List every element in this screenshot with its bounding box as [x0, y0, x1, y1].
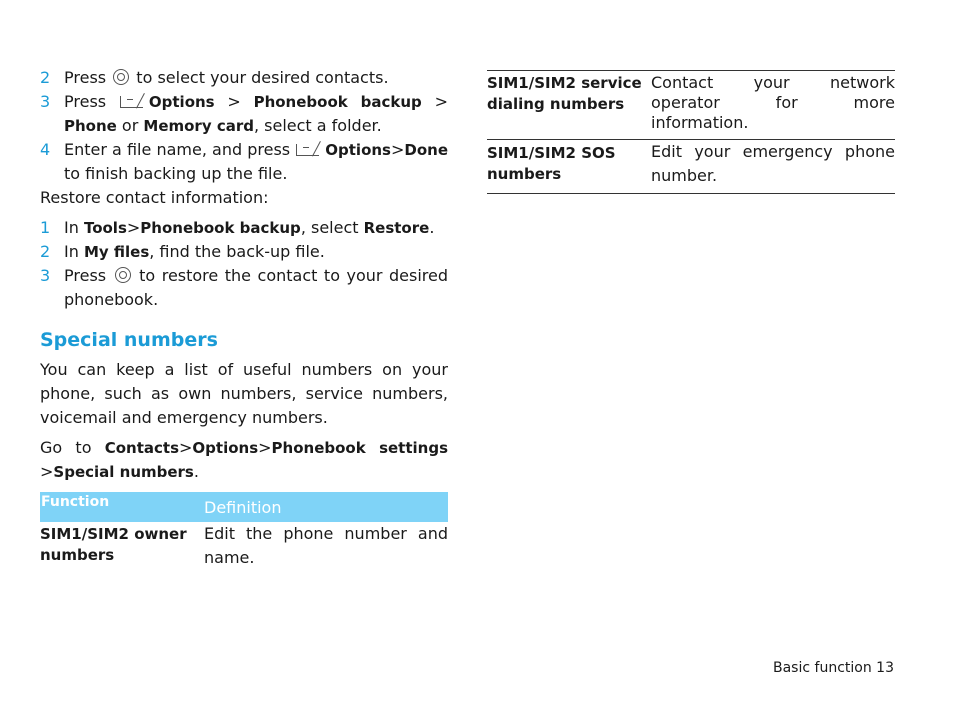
step-text: to select your desired contacts. [136, 68, 389, 87]
special-numbers-table [40, 492, 448, 570]
left-soft-key-icon [120, 94, 146, 108]
page-number: 13 [876, 660, 894, 676]
menu-term: Tools [83, 219, 127, 237]
step-number: 1 [40, 218, 51, 237]
step-select-folder [40, 90, 448, 138]
separator: > [214, 92, 254, 111]
separator: > [40, 462, 54, 481]
step-restore [40, 216, 448, 240]
step-text: , select [300, 218, 364, 237]
menu-term: Phonebook backup [253, 93, 422, 111]
step-text: In [64, 242, 84, 261]
step-text: Enter a file name, and press [64, 140, 291, 159]
step-text: to finish backing up the file. [64, 164, 288, 183]
path-text: Go to [40, 438, 105, 457]
step-number: 4 [40, 140, 51, 159]
menu-term: My files [83, 243, 150, 261]
intro-paragraph: You can keep a list of useful numbers on your phone, such as own numbers, service numbers, voicemail and emergency numbers. [40, 360, 448, 427]
step-enter-file-name [40, 138, 448, 186]
step-number: 2 [40, 242, 51, 261]
step-text: to restore the contact to your desired phonebook. [64, 266, 448, 309]
menu-term: Options [325, 141, 391, 159]
menu-term: Contacts [104, 439, 180, 457]
left-soft-key-icon [296, 142, 322, 156]
step-text: Press [64, 92, 107, 111]
step-text: Press [64, 266, 107, 285]
menu-term: Phonebook settings [271, 439, 449, 457]
page-footer [773, 660, 894, 676]
separator: > [421, 92, 448, 111]
step-number: 3 [40, 266, 51, 285]
menu-term: Phone [64, 117, 117, 135]
step-restore-contact [40, 264, 448, 312]
definition-cell: Edit your emergency phone number. [651, 140, 895, 194]
menu-term: Special numbers [53, 463, 194, 481]
separator: > [179, 438, 193, 457]
function-cell: SIM1/SIM2 service dialing numbers [487, 71, 651, 140]
separator: > [126, 218, 141, 237]
step-text: , find the back-up file. [149, 242, 325, 261]
ok-key-icon [113, 69, 129, 85]
table-row [487, 140, 895, 194]
table-header-row [40, 492, 448, 522]
step-find-backup [40, 240, 448, 264]
menu-term: Options [192, 439, 259, 457]
function-cell: SIM1/SIM2 owner numbers [40, 525, 187, 564]
step-number: 3 [40, 92, 51, 111]
table-row [487, 71, 895, 140]
menu-term: Memory card [143, 117, 254, 135]
step-text: or [116, 116, 144, 135]
header-function: Function [40, 492, 204, 522]
table-row [40, 522, 448, 570]
menu-term: Options [148, 93, 215, 111]
step-number: 2 [40, 68, 51, 87]
left-column [40, 66, 448, 570]
restore-label: Restore contact information: [40, 188, 269, 207]
special-numbers-table-continued [487, 70, 895, 194]
menu-term: Restore [363, 219, 430, 237]
path-text: . [193, 462, 199, 481]
function-cell: SIM1/SIM2 SOS numbers [487, 140, 651, 194]
definition-cell: Contact your network operator for more information. [651, 71, 895, 140]
separator: > [390, 140, 405, 159]
footer-section: Basic function [773, 660, 872, 676]
right-column [487, 70, 895, 194]
definition-cell: Edit the phone number and name. [204, 524, 448, 567]
step-text: In [64, 218, 84, 237]
step-text: , select a folder. [253, 116, 382, 135]
menu-term: Done [404, 141, 448, 159]
section-heading: Special numbers [40, 329, 218, 351]
step-text: Press [64, 68, 107, 87]
menu-term: Phonebook backup [140, 219, 301, 237]
navigation-path [40, 436, 448, 484]
separator: > [258, 438, 272, 457]
ok-key-icon [115, 267, 131, 283]
step-select-contacts [40, 66, 448, 90]
header-definition: Definition [204, 492, 448, 522]
step-text: . [429, 218, 435, 237]
